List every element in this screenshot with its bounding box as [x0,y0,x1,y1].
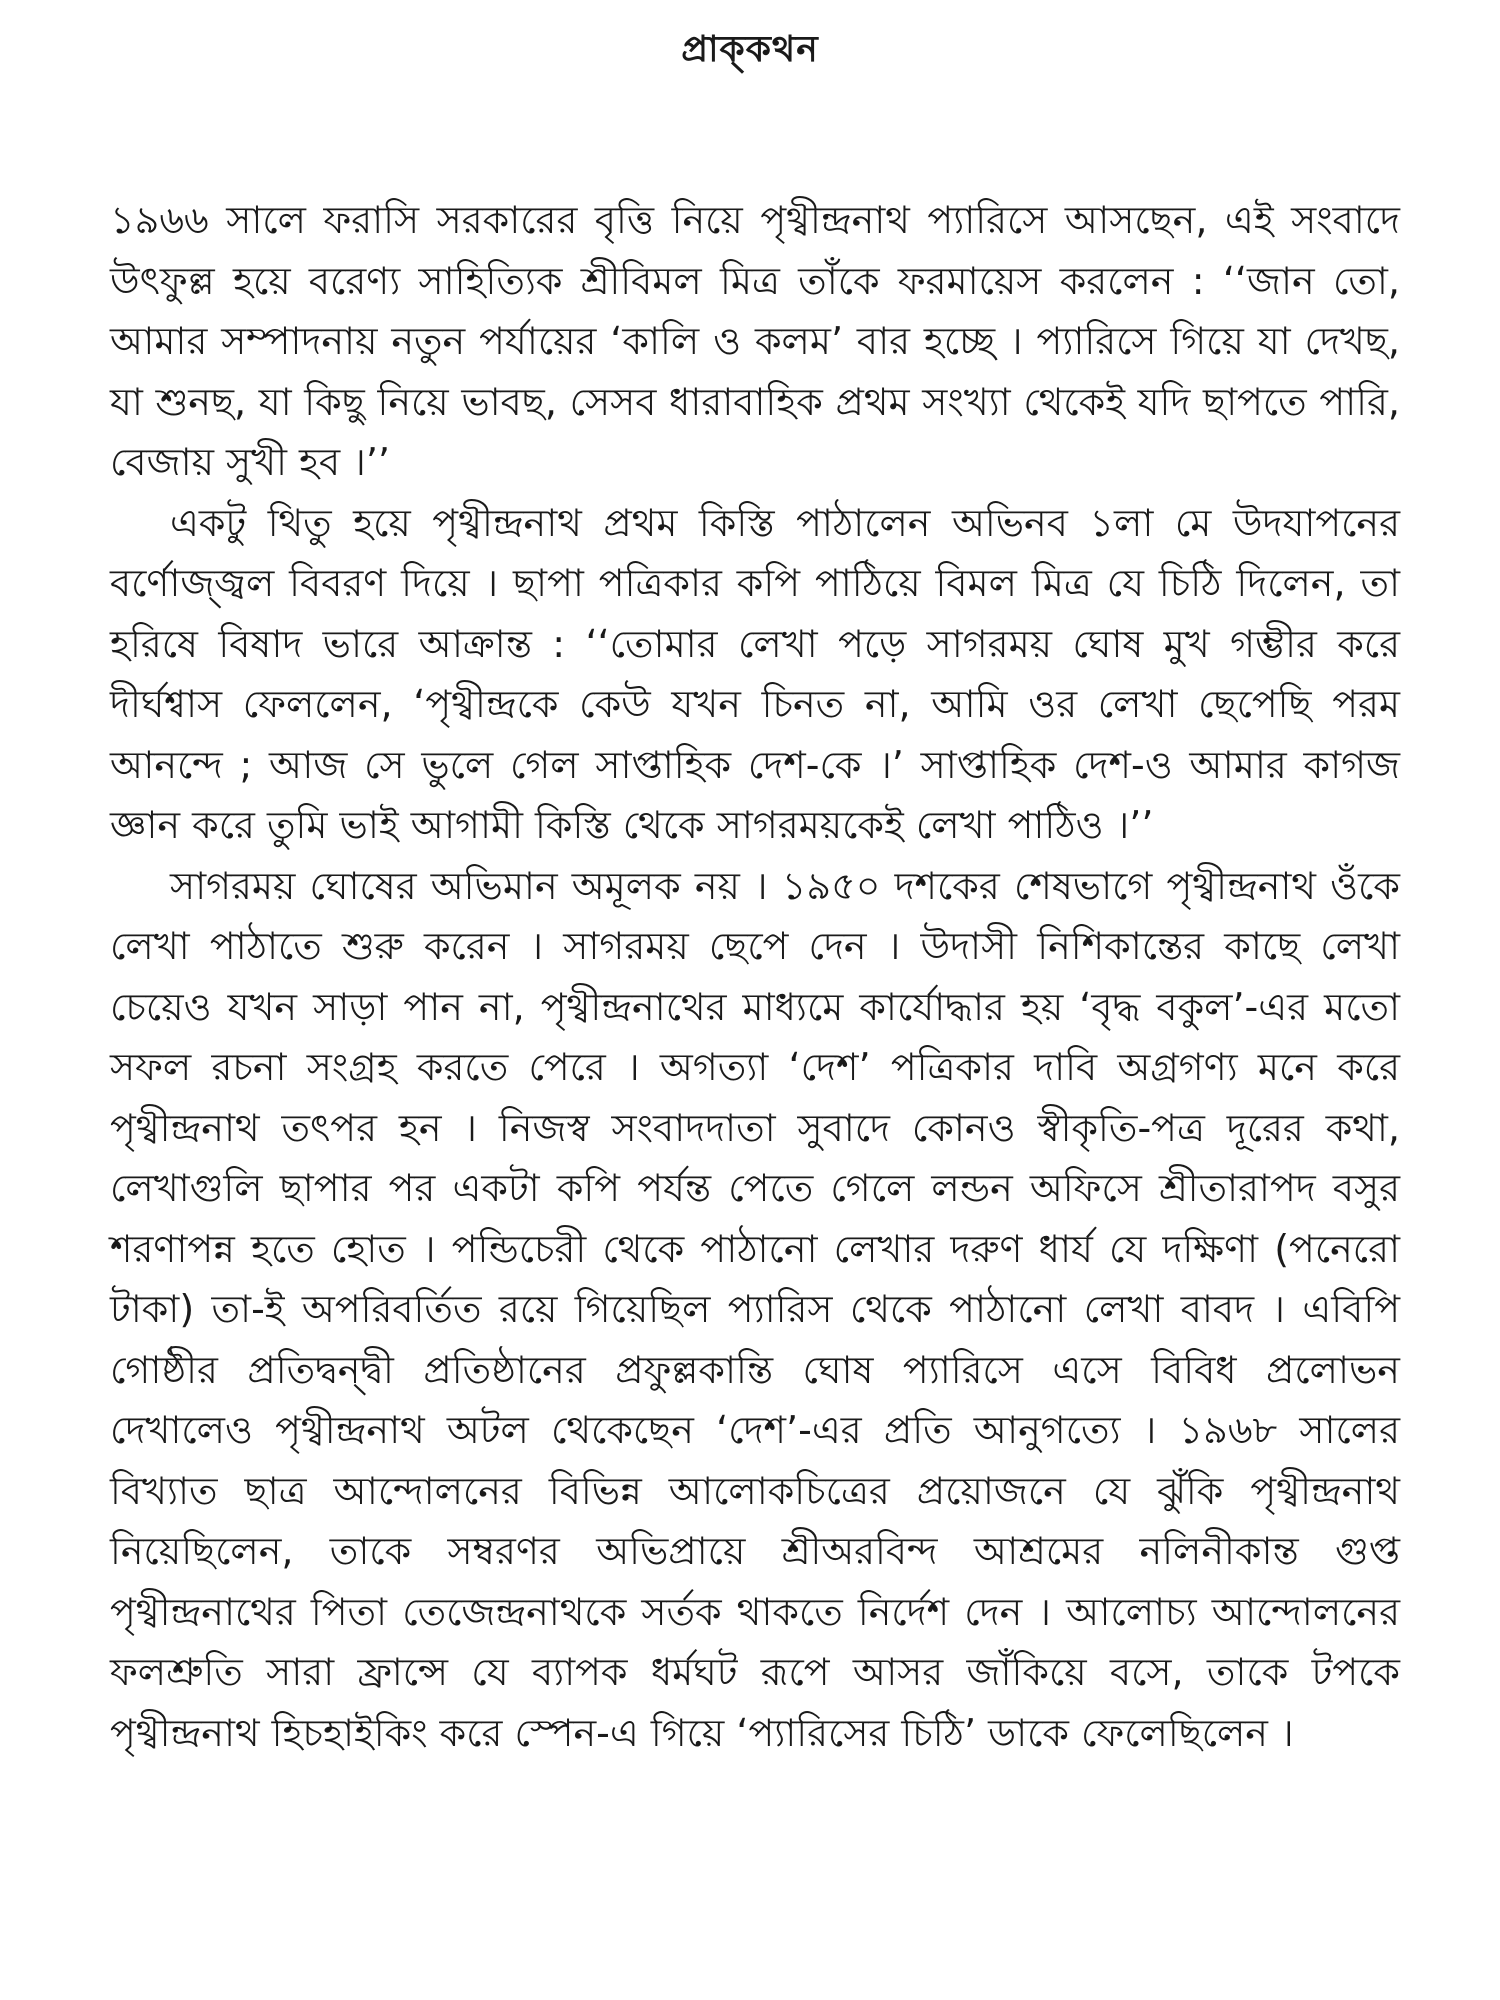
page-title: প্রাক্‌কথন [681,29,819,70]
paragraph-2: একটু থিতু হয়ে পৃথ্বীন্দ্রনাথ প্রথম কিস্তি পাঠালেন অভিনব ১লা মে উদযাপনের বর্ণোজ্জ্বল বিবরণ দিয়ে । ছাপা পত্রিকার কপি পাঠিয়ে বিমল মিত্র যে চিঠি দিলেন, তা হরিষে বিষাদ ভারে আক্রান্ত : ‘‘তোমার লেখা পড়ে সাগরময় ঘোষ মুখ গম্ভীর করে দীর্ঘশ্বাস ফেললেন, ‘পৃথ্বীন্দ্রকে কেউ যখন চিনত না, আমি ওর লেখা ছেপেছি পরম আনন্দে ; আজ সে ভুলে গেল সাপ্তাহিক দেশ-কে ।’ সাপ্তাহিক দেশ-ও আমার কাগজ জ্ঞান করে তুমি ভাই আগামী কিস্তি থেকে সাগরময়কেই লেখা পাঠিও ।’’ [110,500,1400,847]
paragraph-3: সাগরময় ঘোষের অভিমান অমূলক নয় । ১৯৫০ দশকের শেষভাগে পৃথ্বীন্দ্রনাথ ওঁকে লেখা পাঠাতে শুরু করেন । সাগরময় ছেপে দেন । উদাসী নিশিকান্তের কাছে লেখা চেয়েও যখন সাড়া পান না, পৃথ্বীন্দ্রনাথের মাধ্যমে কার্যোদ্ধার হয় ‘বৃদ্ধ বকুল’-এর মতো সফল রচনা সংগ্রহ করতে পেরে । অগত্যা ‘দেশ’ পত্রিকার দাবি অগ্রগণ্য মনে করে পৃথ্বীন্দ্রনাথ তৎপর হন । নিজস্ব সংবাদদাতা সুবাদে কোনও স্বীকৃতি-পত্র দূরের কথা, লেখাগুলি ছাপার পর একটা কপি পর্যন্ত পেতে গেলে লন্ডন অফিসে শ্রীতারাপদ বসুর শরণাপন্ন হতে হোত । পন্ডিচেরী থেকে পাঠানো লেখার দরুণ ধার্য যে দক্ষিণা (পনেরো টাকা) তা-ই অপরিবর্তিত রয়ে গিয়েছিল প্যারিস থেকে পাঠানো লেখা বাবদ । এবিপি গোষ্ঠীর প্রতিদ্বন্দ্বী প্রতিষ্ঠানের প্রফুল্লকান্তি ঘোষ প্যারিসে এসে বিবিধ প্রলোভন দেখালেও পৃথ্বীন্দ্রনাথ অটল থেকেছেন ‘দেশ’-এর প্রতি আনুগত্যে । ১৯৬৮ সালের বিখ্যাত ছাত্র আন্দোলনের বিভিন্ন আলোকচিত্রের প্রয়োজনে যে ঝুঁকি পৃথ্বীন্দ্রনাথ নিয়েছিলেন, তাকে সম্বরণর অভিপ্রায়ে শ্রীঅরবিন্দ আশ্রমের নলিনীকান্ত গুপ্ত পৃথ্বীন্দ্রনাথের পিতা তেজেন্দ্রনাথকে সর্তক থাকতে নির্দেশ দেন । আলোচ্য আন্দোলনের ফলশ্রুতি সারা ফ্রান্সে যে ব্যাপক ধর্মঘট রূপে আসর জাঁকিয়ে বসে, তাকে টপকে পৃথ্বীন্দ্রনাথ হিচহাইকিং করে স্পেন-এ গিয়ে ‘প্যারিসের চিঠি’ ডাকে ফেলেছিলেন । [110,863,1400,1755]
body-text [110,190,1400,1763]
paragraph-1: ১৯৬৬ সালে ফরাসি সরকারের বৃত্তি নিয়ে পৃথ্বীন্দ্রনাথ প্যারিসে আসছেন, এই সংবাদে উৎফুল্ল হয়ে বরেণ্য সাহিত্যিক শ্রীবিমল মিত্র তাঁকে ফরমায়েস করলেন : ‘‘জান তো, আমার সম্পাদনায় নতুন পর্যায়ের ‘কালি ও কলম’ বার হচ্ছে । প্যারিসে গিয়ে যা দেখছ, যা শুনছ, যা কিছু নিয়ে ভাবছ, সেসব ধারাবাহিক প্রথম সংখ্যা থেকেই যদি ছাপতে পারি, বেজায় সুখী হব ।’’ [110,198,1400,484]
